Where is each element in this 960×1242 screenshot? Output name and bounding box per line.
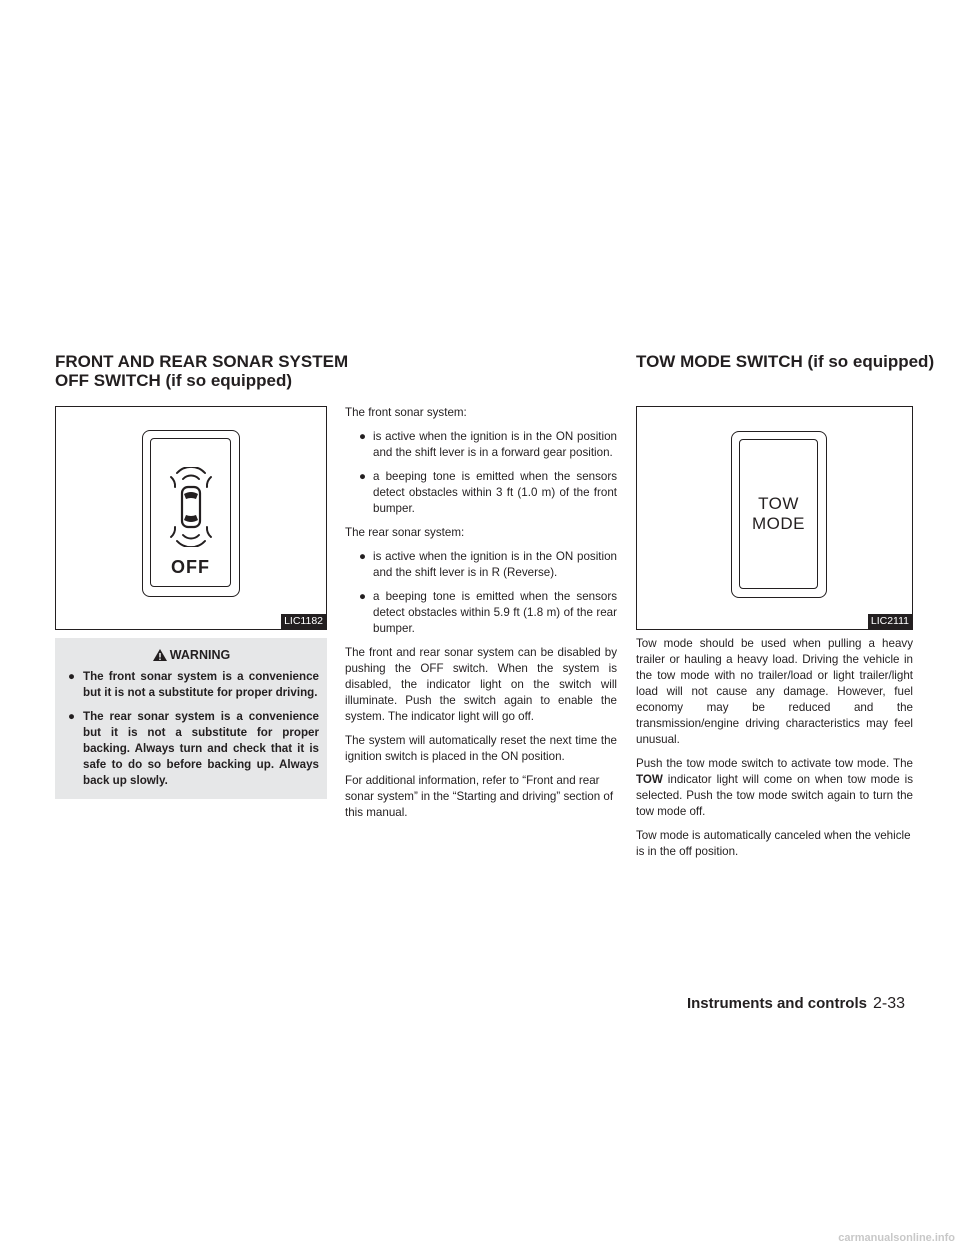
- figure-label: LIC1182: [281, 614, 326, 629]
- right-column: [636, 636, 913, 868]
- section-heading-tow: TOW MODE SWITCH (if so equipped): [636, 352, 935, 371]
- warning-item-text: The front sonar system is a convenience but it is not a substitute for proper driving.: [83, 670, 319, 699]
- sonar-car-icon: [161, 467, 221, 547]
- paragraph-tow-activate: [636, 756, 913, 820]
- middle-column: [345, 405, 617, 829]
- list-item-text: a beeping tone is emitted when the sensors detect obstacles within 5.9 ft (1.8 m) of the rear bumper.: [373, 590, 617, 635]
- paragraph-reset: The system will automatically reset the next time the ignition switch is placed in the ON position.: [345, 734, 617, 763]
- bullet: ●: [68, 670, 76, 683]
- heading-line-2: OFF SWITCH (if so equipped): [55, 371, 293, 390]
- list-item: [345, 549, 617, 581]
- bullet: ●: [359, 470, 367, 483]
- warning-box: [55, 638, 327, 799]
- switch-label-line: MODE: [752, 514, 805, 533]
- figure-sonar-off-switch: [55, 406, 327, 630]
- page-footer: [687, 995, 905, 1013]
- rear-sonar-intro: The rear sonar system:: [345, 526, 465, 539]
- tow-indicator-name: TOW: [636, 773, 663, 786]
- rear-sonar-list: [345, 549, 617, 637]
- switch-label-off: OFF: [171, 557, 210, 577]
- switch-label-line: TOW: [758, 494, 799, 513]
- warning-list: [55, 663, 327, 789]
- switch-face: [739, 439, 818, 589]
- list-item: [345, 429, 617, 461]
- switch-bezel: [142, 430, 240, 597]
- figure-tow-mode-switch: [636, 406, 913, 630]
- list-item: [345, 589, 617, 637]
- section-heading-sonar: [55, 352, 348, 390]
- paragraph-disable: The front and rear sonar system can be disabled by pushing the OFF switch. When the system is disabled, the indicator light on the switch will illuminate. Push the switch again to enable the system. The indicator light will go off.: [345, 646, 617, 723]
- warning-title-text: WARNING: [169, 648, 231, 662]
- bullet: ●: [359, 430, 367, 443]
- page-number: 2-33: [872, 995, 905, 1012]
- list-item-text: is active when the ignition is in the ON position and the shift lever is in R (Reverse).: [373, 550, 617, 579]
- paragraph-reference: For additional information, refer to “Front and rear sonar system” in the “Starting and driving” section of this manual.: [345, 774, 614, 819]
- figure-label: LIC2111: [868, 614, 912, 629]
- switch-bezel: [731, 431, 827, 598]
- bullet: ●: [68, 710, 76, 723]
- paragraph-tow-cancel: Tow mode is automatically canceled when the vehicle is in the off position.: [636, 829, 911, 858]
- footer-section-name: Instruments and controls: [686, 995, 867, 1012]
- text-span: indicator light will come on when tow mode is selected. Push the tow mode switch again to turn the tow mode off.: [636, 773, 913, 818]
- front-sonar-intro: The front sonar system:: [345, 406, 467, 419]
- bullet: ●: [359, 550, 367, 563]
- warning-title: [55, 638, 327, 663]
- paragraph-tow-usage: Tow mode should be used when pulling a heavy trailer or hauling a heavy load. Driving the vehicle in the tow mode with no trailer/load or light trailer/light load will not cause any damage. However, fuel economy may be reduced and the transmission/engine driving characteristics may feel unusual.: [636, 637, 913, 746]
- warning-triangle-icon: [152, 648, 168, 662]
- warning-item: [55, 669, 319, 701]
- switch-label-tow-mode: [740, 494, 817, 534]
- list-item-text: is active when the ignition is in the ON position and the shift lever is in a forward gear position.: [373, 430, 617, 459]
- bullet: ●: [359, 590, 367, 603]
- switch-face: [150, 438, 231, 587]
- front-sonar-list: [345, 429, 617, 517]
- warning-item-text: The rear sonar system is a convenience but it is not a substitute for proper backing. Always turn and check that it is safe to do so before backing up. Always back up slowly.: [83, 710, 319, 787]
- warning-item: [55, 709, 319, 789]
- watermark: [0, 1231, 960, 1242]
- text-span: Push the tow mode switch to activate tow mode. The: [636, 757, 913, 770]
- list-item-text: a beeping tone is emitted when the sensors detect obstacles within 3 ft (1.0 m) of the front bumper.: [373, 470, 617, 515]
- watermark-text: carmanualsonline.info: [838, 1232, 955, 1242]
- heading-line-1: FRONT AND REAR SONAR SYSTEM: [55, 352, 349, 371]
- list-item: [345, 469, 617, 517]
